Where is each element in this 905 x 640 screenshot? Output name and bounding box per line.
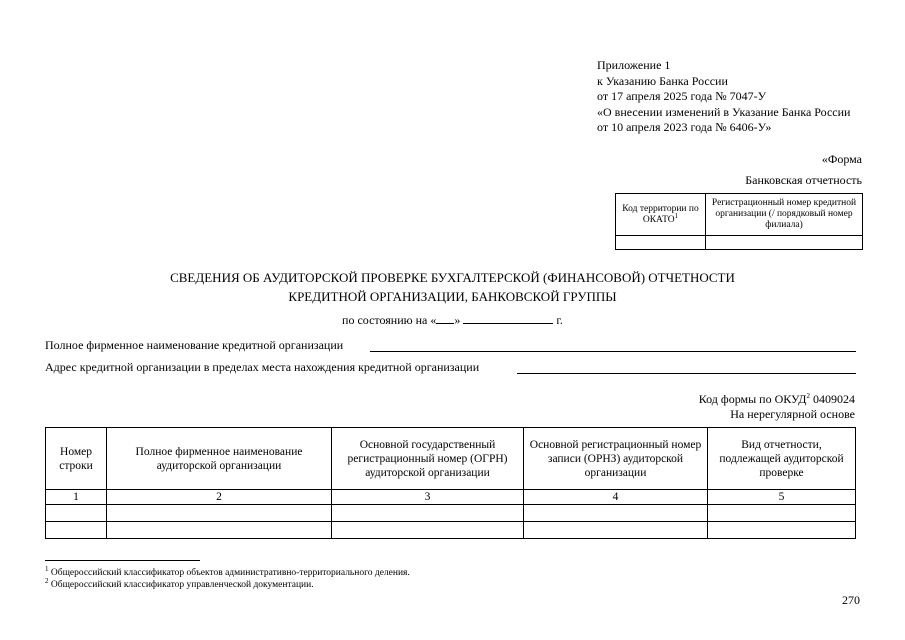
org-address-line[interactable]: [517, 373, 856, 374]
code-table: [615, 193, 863, 250]
col-number: 5: [708, 490, 856, 505]
okud-label: Код формы по ОКУД: [698, 392, 807, 406]
table-cell[interactable]: [524, 505, 708, 522]
col-header-audit-org-name: Полное фирменное наименование аудиторской организации: [107, 428, 332, 490]
table-cell[interactable]: [708, 505, 856, 522]
appendix-line: от 10 апреля 2023 года № 6406-У»: [597, 120, 772, 134]
appendix-line: к Указанию Банка России: [597, 73, 728, 88]
table-cell[interactable]: [107, 505, 332, 522]
col-number: 4: [524, 490, 708, 505]
footnote-item: $^1$ Общероссийский классификатор объектов административно-территориального деления.: [45, 564, 410, 578]
table-cell[interactable]: [107, 522, 332, 539]
col-header-row-number: Номер строки: [46, 428, 107, 490]
footnotes: [45, 564, 410, 591]
col-header-ogrn: Основной государственный регистрационный номер (ОГРН) аудиторской организации: [332, 428, 524, 490]
col-number: 1: [46, 490, 107, 505]
okud-periodicity: На нерегулярной основе: [730, 407, 855, 421]
okato-footnote-ref: 1: [674, 211, 679, 220]
form-label: «Форма: [821, 152, 862, 166]
footnote-separator: [45, 560, 200, 561]
table-cell[interactable]: [46, 522, 107, 539]
okud-footnote-ref: 2: [806, 392, 810, 400]
report-title-line1: СВЕДЕНИЯ ОБ АУДИТОРСКОЙ ПРОВЕРКЕ БУХГАЛТЕРСКОЙ (ФИНАНСОВОЙ) ОТЧЕТНОСТИ: [170, 270, 735, 285]
okud-code: 0409024: [813, 392, 855, 406]
table-cell[interactable]: [332, 522, 524, 539]
table-cell[interactable]: [708, 522, 856, 539]
col-header-report-type: Вид отчетности, подлежащей аудиторской проверке: [708, 428, 856, 490]
appendix-line: «О внесении изменений в Указание Банка России: [597, 104, 851, 119]
okato-header: Код территории по ОКАТО$^1$: [616, 194, 706, 236]
table-row: [46, 522, 856, 539]
appendix-reference: [597, 58, 850, 136]
reg-number-value-cell[interactable]: [706, 236, 863, 250]
audit-table: [45, 427, 856, 539]
date-month-blank[interactable]: [463, 312, 553, 324]
org-name-field: Полное фирменное наименование кредитной организации: [45, 338, 344, 352]
col-number: 2: [107, 490, 332, 505]
report-date-line: по состоянию на « » г.: [342, 313, 563, 327]
org-address-field: Адрес кредитной организации в пределах места нахождения кредитной организации: [45, 360, 480, 374]
page-number: 270: [842, 593, 860, 607]
footnote-item: $^2$ Общероссийский классификатор управленческой документации.: [45, 576, 314, 590]
report-title-line2: КРЕДИТНОЙ ОРГАНИЗАЦИИ, БАНКОВСКОЙ ГРУППЫ: [288, 289, 617, 304]
table-cell[interactable]: [46, 505, 107, 522]
date-day-blank[interactable]: [436, 312, 454, 324]
table-row: [46, 505, 856, 522]
okato-value-cell[interactable]: [616, 236, 706, 250]
table-cell[interactable]: [332, 505, 524, 522]
reg-number-header: Регистрационный номер кредитной организации (/ порядковый номер филиала): [706, 194, 863, 236]
table-cell[interactable]: [524, 522, 708, 539]
appendix-line: от 17 апреля 2025 года № 7047-У: [597, 89, 767, 103]
col-header-ornz: Основной регистрационный номер записи (ОРНЗ) аудиторской организации: [524, 428, 708, 490]
report-type: Банковская отчетность: [745, 173, 862, 187]
org-name-line[interactable]: [370, 351, 856, 352]
col-number: 3: [332, 490, 524, 505]
okud-block: [699, 392, 855, 422]
appendix-line: Приложение 1: [597, 58, 671, 72]
